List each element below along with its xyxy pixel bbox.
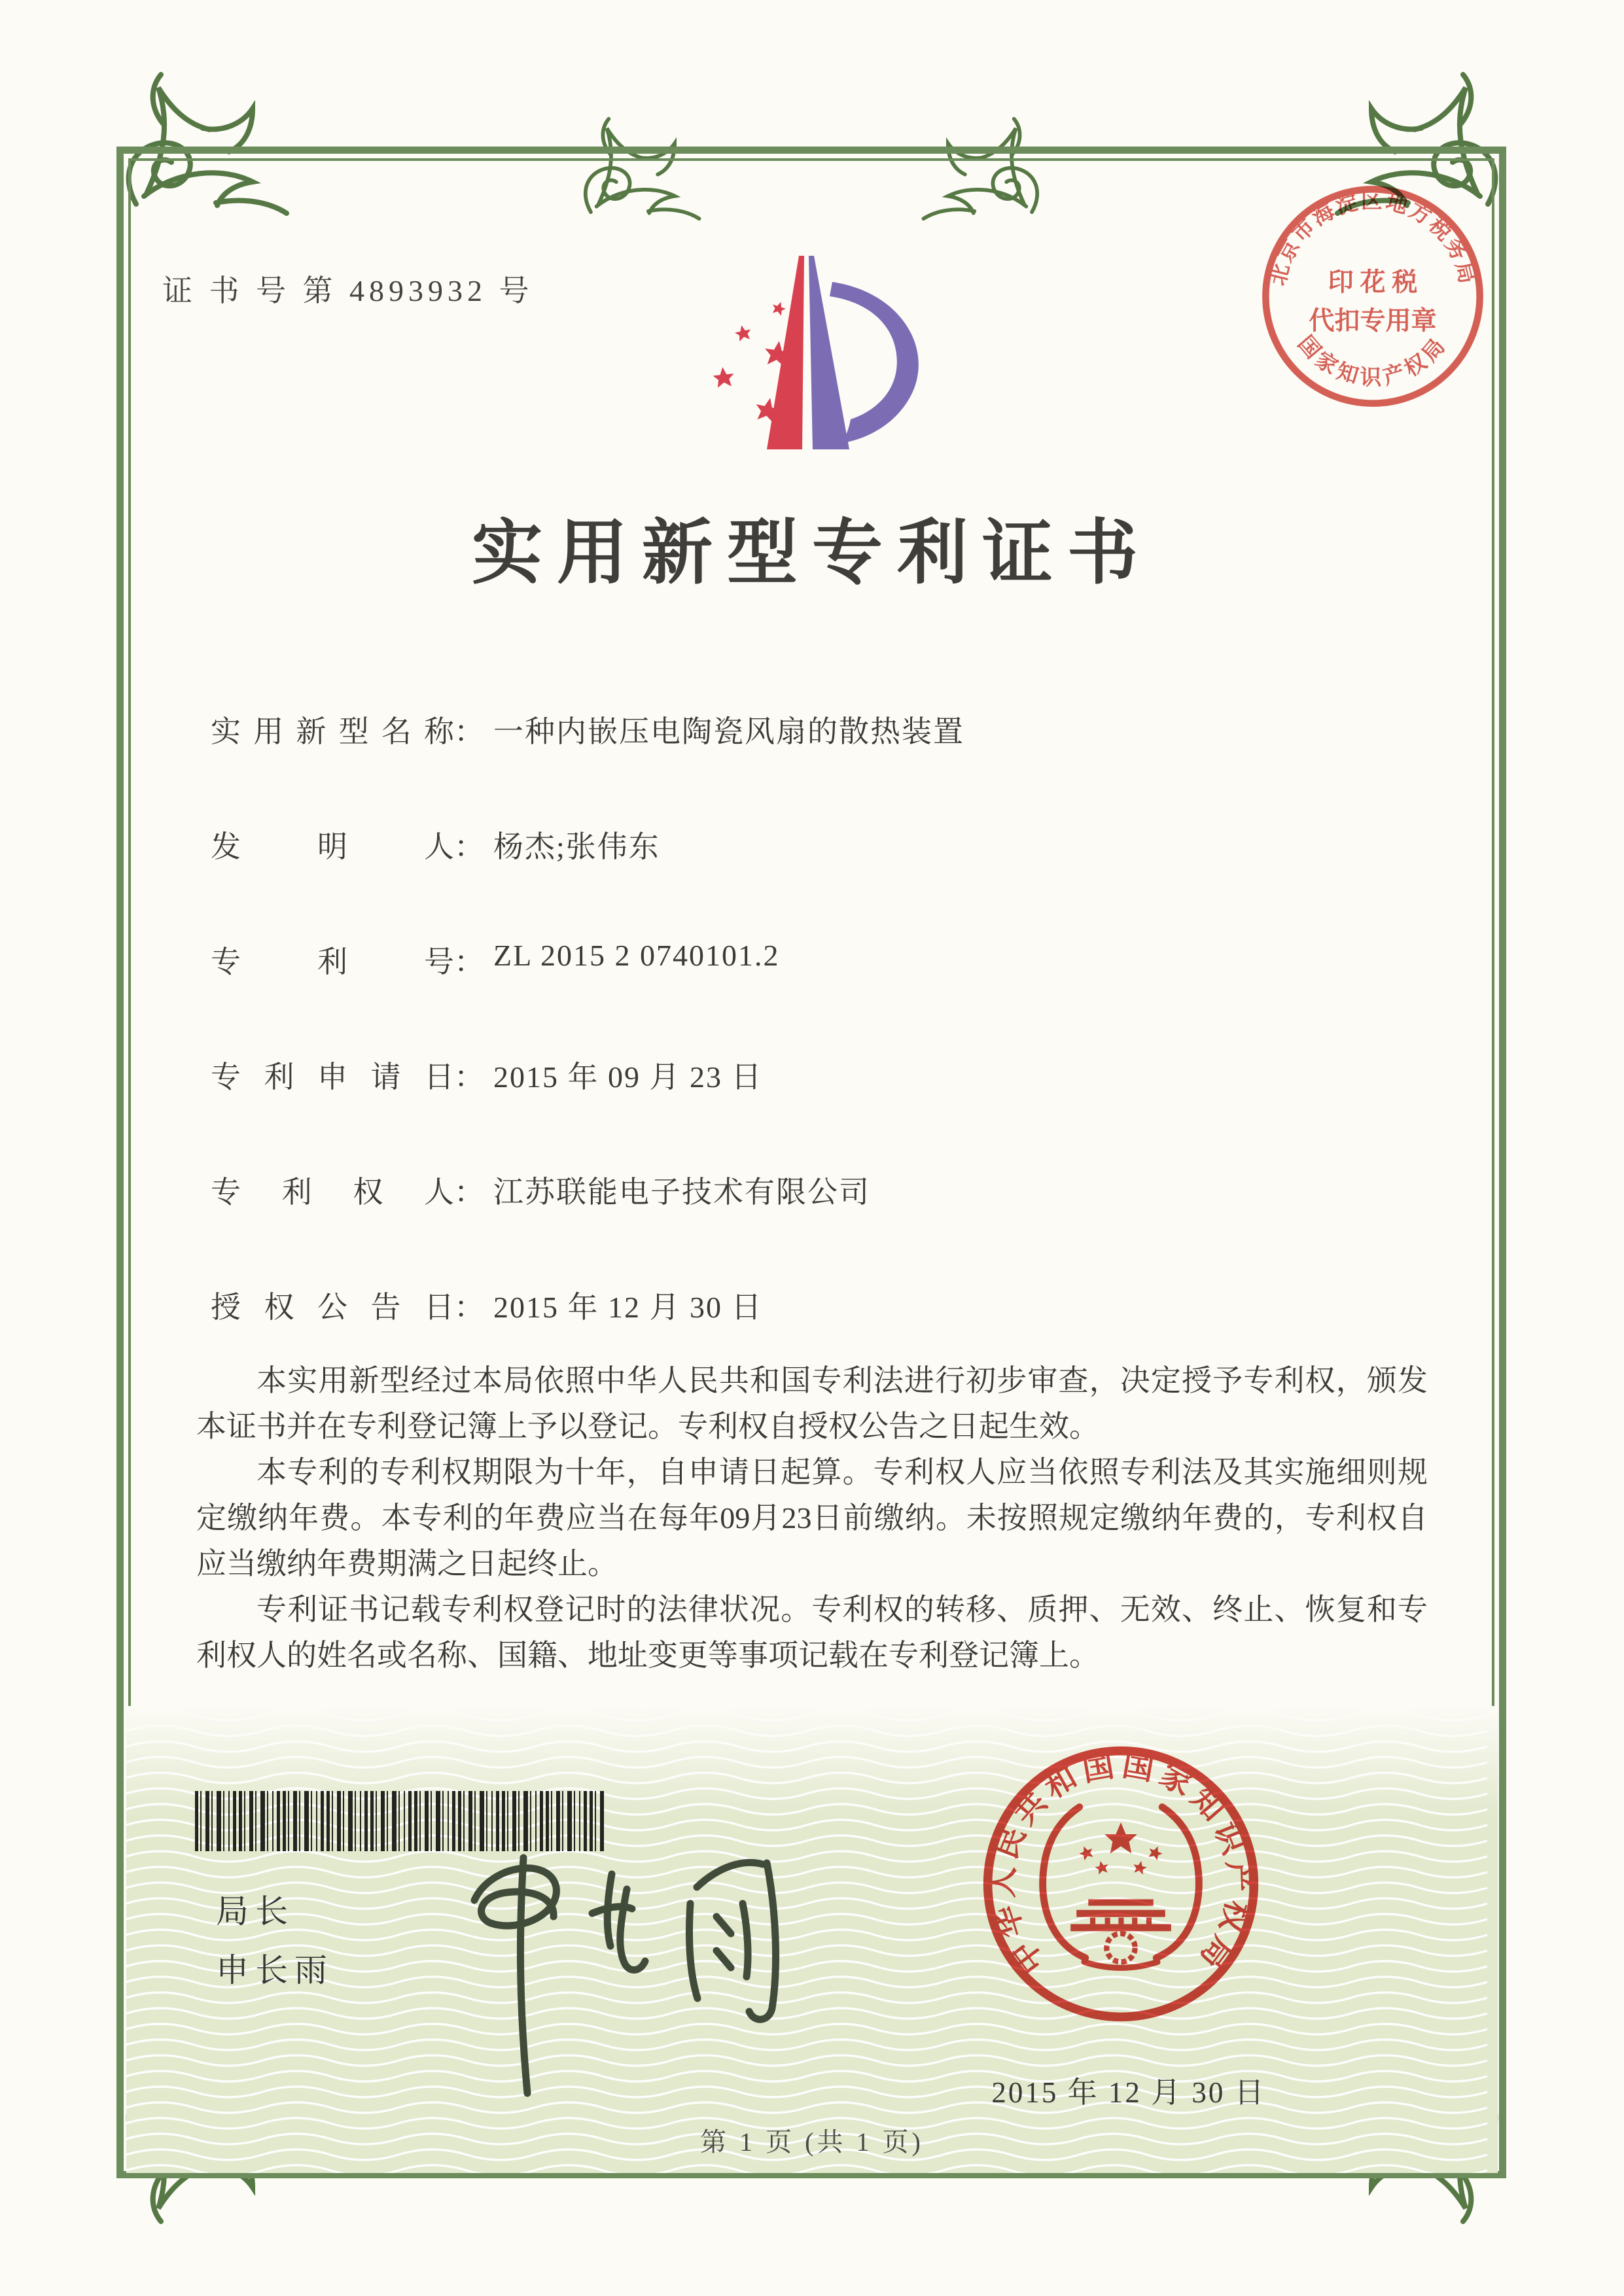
legal-text-block bbox=[196, 1358, 1428, 1679]
seal-date: 2015 年 12 月 30 日 bbox=[991, 2076, 1266, 2109]
field-label: 专利号 bbox=[211, 945, 454, 979]
field-value: ZL 2015 2 0740101.2 bbox=[493, 939, 780, 972]
field-label: 专利申请日 bbox=[211, 1060, 454, 1094]
tax-stamp-bottom-arc-text: 国家知识产权局 bbox=[1293, 332, 1453, 390]
field-row-patentee bbox=[211, 1168, 1428, 1210]
tax-stamp-line2: 代扣专用章 bbox=[1309, 307, 1437, 336]
field-label: 授权公告日 bbox=[211, 1291, 454, 1324]
legal-paragraph-3: 专利证书记载专利权登记时的法律状况。专利权的转移、质押、无效、终止、恢复和专利权人的姓名或名称、国籍、地址变更等事项记载在专利登记簿上。 bbox=[196, 1593, 1428, 1672]
svg-text:国家知识产权局 bbox=[1293, 332, 1453, 390]
field-label: 发明人 bbox=[211, 830, 454, 863]
field-label: 实用新型名称 bbox=[211, 715, 454, 748]
field-row-inventor bbox=[211, 823, 1428, 865]
certificate-number: 证 书 号 第 4893932 号 bbox=[162, 274, 534, 307]
field-value: 一种内嵌压电陶瓷风扇的散热装置 bbox=[493, 715, 964, 748]
seal-ring-text: 中华人民共和国国家知识产权局 bbox=[985, 1747, 1257, 1980]
field-row-patent-number bbox=[211, 938, 1428, 980]
stamp-duty-seal bbox=[1248, 172, 1497, 421]
field-value: 2015 年 09 月 23 日 bbox=[493, 1060, 763, 1094]
field-row-application-date bbox=[211, 1053, 1428, 1095]
svg-text:中华人民共和国国家知识产权局 bbox=[985, 1748, 1257, 1980]
legal-paragraph-1: 本实用新型经过本局依照中华人民共和国专利法进行初步审查，决定授予专利权，颁发本证书并在专利登记簿上予以登记。专利权自授权公告之日起生效。 bbox=[196, 1364, 1428, 1443]
field-value: 江苏联能电子技术有限公司 bbox=[493, 1175, 870, 1209]
field-row-grant-date bbox=[211, 1283, 1428, 1325]
field-value: 杨杰;张伟东 bbox=[493, 830, 660, 863]
field-colon: ： bbox=[454, 830, 484, 863]
tax-stamp-line1: 印 花 税 bbox=[1328, 268, 1418, 297]
director-signature-handwriting bbox=[445, 1825, 838, 2106]
field-label: 专利权人 bbox=[211, 1175, 454, 1209]
legal-paragraph-2: 本专利的专利权期限为十年，自申请日起算。专利权人应当依照专利法及其实施细则规定缴纳年费。本专利的年费应当在每年09月23日前缴纳。未按照规定缴纳年费的，专利权自应当缴纳年费期满之日起终止。 bbox=[196, 1455, 1428, 1580]
page-number-footer: 第 1 页 (共 1 页) bbox=[700, 2127, 924, 2157]
field-value: 2015 年 12 月 30 日 bbox=[493, 1291, 763, 1324]
tax-stamp-top-arc-text: 北京市海淀区地方税务局 bbox=[1266, 189, 1479, 288]
patent-office-logo bbox=[692, 250, 928, 457]
certificate-fields bbox=[211, 708, 1428, 1399]
certificate-title: 实用新型专利证书 bbox=[471, 515, 1152, 593]
director-title-label: 局长 bbox=[216, 1893, 294, 1930]
field-row-utility-model-name bbox=[211, 708, 1428, 750]
field-colon: ： bbox=[454, 1060, 484, 1094]
director-name: 申长雨 bbox=[216, 1952, 334, 1989]
field-colon: ： bbox=[454, 715, 484, 748]
field-colon: ： bbox=[454, 945, 484, 979]
field-colon: ： bbox=[454, 1291, 484, 1324]
cnipa-official-red-seal bbox=[967, 1730, 1275, 2038]
field-colon: ： bbox=[454, 1175, 484, 1209]
national-emblem bbox=[1043, 1807, 1199, 1968]
